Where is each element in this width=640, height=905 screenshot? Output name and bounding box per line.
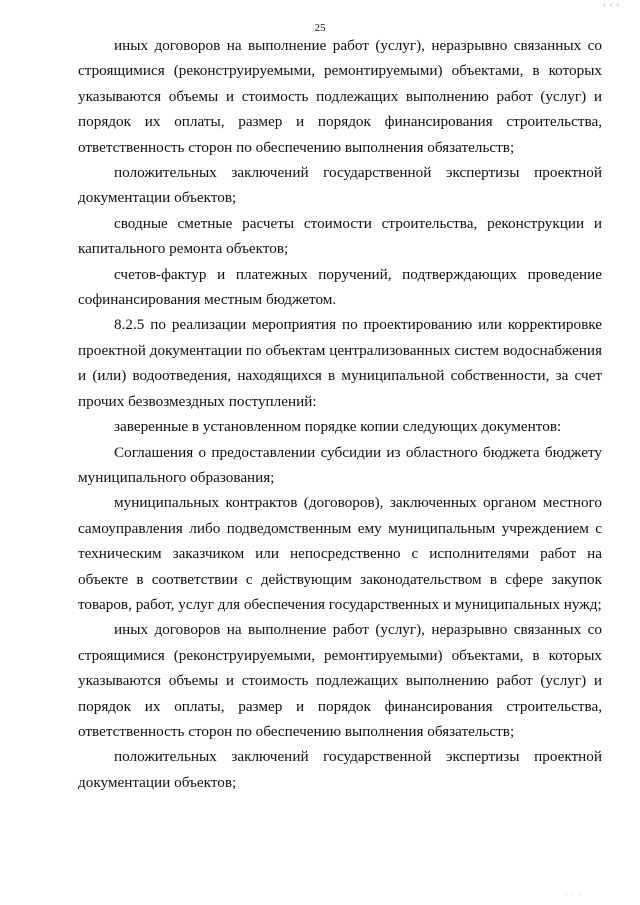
scan-corner-mark: ‹ ‹ ‹	[603, 0, 620, 9]
paragraph: счетов-фактур и платежных поручений, подтверждающих проведение софинансирования местным бюджетом.	[78, 265, 602, 309]
scan-bottom-mark: · · ·	[565, 890, 582, 899]
paragraph: положительных заключений государственной экспертизы проектной документации объектов;	[78, 164, 602, 207]
paragraph: муниципальных контрактов (договоров), заключенных органом местного самоуправления либо подведомственным ему муниципальным учреждением с техническим заказчиком или непосредственно с исполнителями работ на объекте в соответствии с действующим законодательством в сфере закупок товаров, работ, услуг для обеспечения государственных и муниципальных нужд;	[78, 494, 602, 613]
page-number: 25	[314, 22, 326, 34]
document-body	[78, 33, 602, 795]
paragraph: сводные сметные расчеты стоимости строительства, реконструкции и капитального ремонта объектов;	[78, 214, 602, 258]
section-heading-paragraph: 8.2.5 по реализации мероприятия по проектированию или корректировке проектной документации по объектам централизованных систем водоснабжения и (или) водоотведения, находящихся в муниципальной собственности, за счет прочих безвозмездных поступлений:	[78, 316, 602, 410]
paragraph: Соглашения о предоставлении субсидии из областного бюджета бюджету муниципального образования;	[78, 443, 602, 486]
paragraph: иных договоров на выполнение работ (услуг), неразрывно связанных со строящимися (реконструируемыми, ремонтируемыми) объектами, в которых указываются объемы и стоимость подлежащих выполнению работ (услуг) и порядок их оплаты, размер и порядок финансирования строительства, ответственность сторон по обеспечению выполнения обязательств;	[78, 621, 602, 740]
paragraph: положительных заключений государственной экспертизы проектной документации объектов;	[78, 748, 602, 791]
paragraph: заверенные в установленном порядке копии следующих документов:	[114, 418, 562, 436]
paragraph: иных договоров на выполнение работ (услуг), неразрывно связанных со строящимися (реконструируемыми, ремонтируемыми) объектами, в которых указываются объемы и стоимость подлежащих выполнению работ (услуг) и порядок их оплаты, размер и порядок финансирования строительства, ответственность сторон по обеспечению выполнения обязательств;	[78, 37, 602, 156]
